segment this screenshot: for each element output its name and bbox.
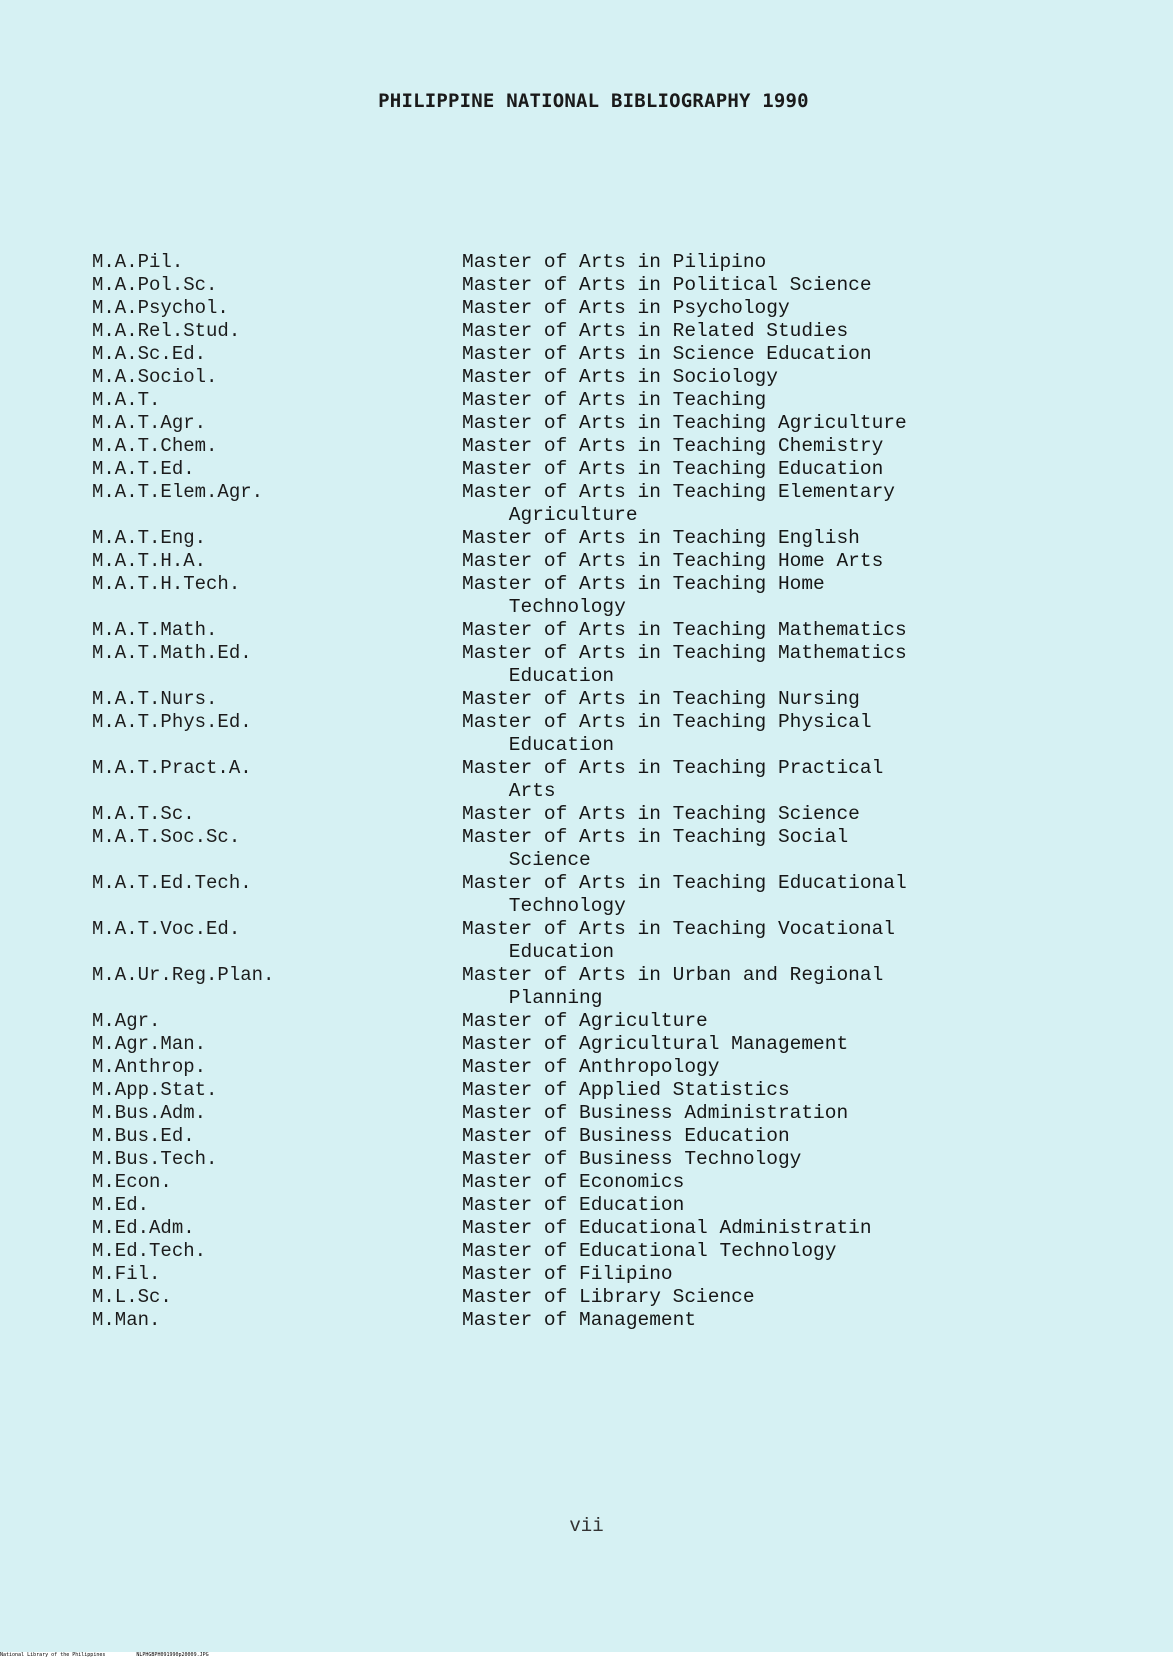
abbreviation: M.A.T.: [92, 389, 161, 411]
list-item: [92, 1240, 1112, 1263]
definition: Master of Arts in Teaching Education: [462, 458, 884, 480]
list-item: [92, 1102, 1112, 1125]
definition: Master of Arts in Teaching Practical Arts: [462, 757, 884, 802]
list-item: [92, 803, 1112, 826]
abbreviation: M.A.T.Elem.Agr.: [92, 481, 264, 503]
abbreviation: M.A.T.H.A.: [92, 550, 207, 572]
list-item: [92, 1309, 1112, 1332]
abbreviation: M.Bus.Tech.: [92, 1148, 218, 1170]
list-item: [92, 274, 1112, 297]
list-item: [92, 826, 1112, 872]
list-item: [92, 1033, 1112, 1056]
list-item: [92, 435, 1112, 458]
definition: Master of Arts in Teaching Educational Technology: [462, 872, 907, 917]
abbreviation: M.A.T.Math.: [92, 619, 218, 641]
definition: Master of Arts in Teaching Chemistry: [462, 435, 884, 457]
list-item: [92, 642, 1112, 688]
list-item: [92, 297, 1112, 320]
list-item: [92, 251, 1112, 274]
list-item: [92, 343, 1112, 366]
footer-library: National Library of the Philippines: [0, 1652, 106, 1658]
abbreviation: M.Econ.: [92, 1171, 172, 1193]
abbreviation: M.A.T.Nurs.: [92, 688, 218, 710]
abbreviation: M.A.T.H.Tech.: [92, 573, 241, 595]
list-item: [92, 1286, 1112, 1309]
abbreviation: M.A.T.Pract.A.: [92, 757, 252, 779]
definition: Master of Arts in Teaching Social Science: [462, 826, 849, 871]
list-item: [92, 688, 1112, 711]
abbreviation: M.A.Pil.: [92, 251, 184, 273]
abbreviation: M.A.Pol.Sc.: [92, 274, 218, 296]
abbreviation: M.Ed.Adm.: [92, 1217, 195, 1239]
abbreviation: M.A.Sociol.: [92, 366, 218, 388]
list-item: [92, 481, 1112, 527]
abbreviation: M.Agr.: [92, 1010, 161, 1032]
page-number: vii: [569, 1515, 604, 1537]
definition: Master of Arts in Teaching Elementary Agriculture: [462, 481, 895, 526]
abbreviation: M.A.T.Soc.Sc.: [92, 826, 241, 848]
definition: Master of Arts in Related Studies: [462, 320, 849, 342]
definition: Master of Education: [462, 1194, 685, 1216]
list-item: [92, 412, 1112, 435]
list-item: [92, 1148, 1112, 1171]
abbreviation: M.A.T.Voc.Ed.: [92, 918, 241, 940]
list-item: [92, 757, 1112, 803]
list-item: [92, 527, 1112, 550]
abbreviation: M.L.Sc.: [92, 1286, 172, 1308]
list-item: [92, 1194, 1112, 1217]
abbreviation: M.Anthrop.: [92, 1056, 207, 1078]
list-item: [92, 320, 1112, 343]
abbreviation: M.Bus.Adm.: [92, 1102, 207, 1124]
definition: Master of Filipino: [462, 1263, 673, 1285]
list-item: [92, 918, 1112, 964]
definition: Master of Applied Statistics: [462, 1079, 790, 1101]
page-title: PHILIPPINE NATIONAL BIBLIOGRAPHY 1990: [378, 90, 809, 112]
list-item: [92, 1171, 1112, 1194]
list-item: [92, 458, 1112, 481]
list-item: [92, 1010, 1112, 1033]
list-item: [92, 1263, 1112, 1286]
definition: Master of Arts in Teaching English: [462, 527, 860, 549]
definition: Master of Agriculture: [462, 1010, 708, 1032]
list-item: [92, 872, 1112, 918]
list-item: [92, 964, 1112, 1010]
definition: Master of Anthropology: [462, 1056, 720, 1078]
definition: Master of Educational Administratin: [462, 1217, 872, 1239]
list-item: [92, 1217, 1112, 1240]
definition: Master of Arts in Teaching Nursing: [462, 688, 860, 710]
definition: Master of Arts in Teaching Vocational Education: [462, 918, 895, 963]
list-item: [92, 1079, 1112, 1102]
definition: Master of Arts in Pilipino: [462, 251, 767, 273]
list-item: [92, 1056, 1112, 1079]
abbreviation: M.Agr.Man.: [92, 1033, 207, 1055]
definition: Master of Business Technology: [462, 1148, 802, 1170]
abbreviation: M.Ed.: [92, 1194, 150, 1216]
abbreviation: M.Ed.Tech.: [92, 1240, 207, 1262]
list-item: [92, 711, 1112, 757]
scan-footer: [0, 1652, 1173, 1658]
abbreviation: M.A.T.Eng.: [92, 527, 207, 549]
abbreviation: M.A.Ur.Reg.Plan.: [92, 964, 275, 986]
abbreviation: M.A.T.Chem.: [92, 435, 218, 457]
definition: Master of Arts in Political Science: [462, 274, 872, 296]
abbreviation: M.A.T.Ed.: [92, 458, 195, 480]
abbreviation: M.A.Sc.Ed.: [92, 343, 207, 365]
abbreviation: M.Man.: [92, 1309, 161, 1331]
definition: Master of Arts in Teaching Home Technology: [462, 573, 825, 618]
definition: Master of Arts in Teaching Science: [462, 803, 860, 825]
definition: Master of Arts in Teaching: [462, 389, 767, 411]
list-item: [92, 550, 1112, 573]
list-item: [92, 1125, 1112, 1148]
definition: Master of Agricultural Management: [462, 1033, 849, 1055]
definition: Master of Management: [462, 1309, 697, 1331]
abbreviation: M.A.T.Phys.Ed.: [92, 711, 252, 733]
abbreviation: M.A.T.Math.Ed.: [92, 642, 252, 664]
definition: Master of Arts in Teaching Mathematics Education: [462, 642, 907, 687]
abbreviation: M.Bus.Ed.: [92, 1125, 195, 1147]
definition: Master of Business Education: [462, 1125, 790, 1147]
abbreviation: M.A.Rel.Stud.: [92, 320, 241, 342]
list-item: [92, 366, 1112, 389]
definition: Master of Business Administration: [462, 1102, 849, 1124]
definition: Master of Library Science: [462, 1286, 755, 1308]
abbreviation: M.App.Stat.: [92, 1079, 218, 1101]
list-item: [92, 619, 1112, 642]
abbreviation-list: [92, 251, 1112, 1332]
definition: Master of Arts in Teaching Physical Education: [462, 711, 872, 756]
definition: Master of Arts in Psychology: [462, 297, 790, 319]
definition: Master of Educational Technology: [462, 1240, 837, 1262]
abbreviation: M.Fil.: [92, 1263, 161, 1285]
list-item: [92, 573, 1112, 619]
definition: Master of Arts in Science Education: [462, 343, 872, 365]
definition: Master of Arts in Urban and Regional Planning: [462, 964, 884, 1009]
abbreviation: M.A.Psychol.: [92, 297, 229, 319]
definition: Master of Arts in Sociology: [462, 366, 778, 388]
footer-file: NLPHGBPH091990p20009.JPG: [136, 1652, 209, 1658]
definition: Master of Arts in Teaching Mathematics: [462, 619, 907, 641]
abbreviation: M.A.T.Ed.Tech.: [92, 872, 252, 894]
abbreviation: M.A.T.Agr.: [92, 412, 207, 434]
abbreviation: M.A.T.Sc.: [92, 803, 195, 825]
definition: Master of Arts in Teaching Agriculture: [462, 412, 907, 434]
definition: Master of Arts in Teaching Home Arts: [462, 550, 884, 572]
list-item: [92, 389, 1112, 412]
definition: Master of Economics: [462, 1171, 685, 1193]
